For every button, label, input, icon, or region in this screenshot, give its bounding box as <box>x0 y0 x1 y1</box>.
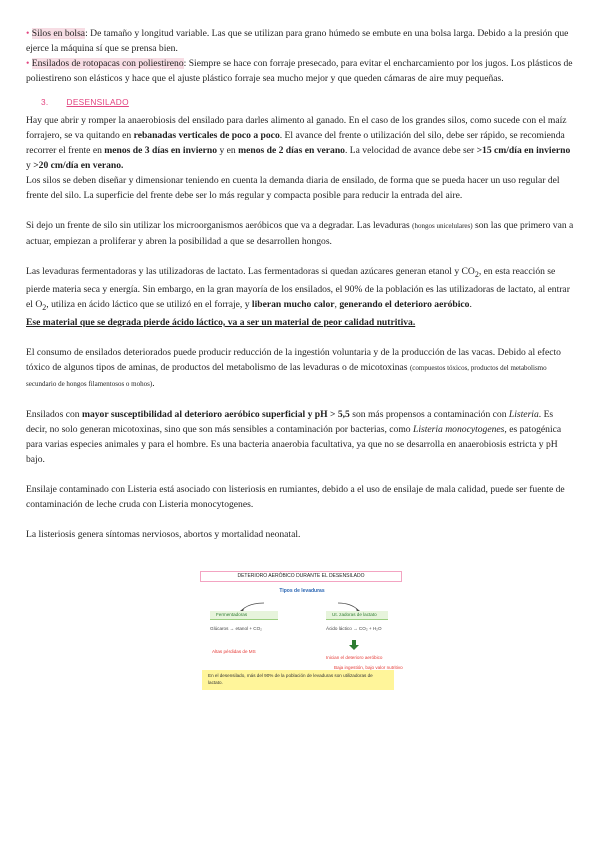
small-note: (hongos unicelulares) <box>412 222 473 230</box>
bullet-label: Ensilados de rotopacas con poliestireno <box>31 58 184 69</box>
text-run: , es patogénica para varias especies animales y para el hombre. Es una bacteria anaerobia facultativa, ya que no se desarrolla en anaerobiosis estricta y pH bajo. <box>26 423 562 465</box>
text-run: . <box>152 377 155 389</box>
italic-run: Listeria <box>508 408 539 420</box>
spacer <box>26 249 574 264</box>
text-run: Si dejo un frente de silo sin utilizar los microorganismos aeróbicos que va a degradar. Las levaduras <box>26 220 413 231</box>
bullet-rotopacas <box>26 56 574 86</box>
small-note: (compuestos tóxicos, productos del metabolismo secundario de hongos filamentosos o mohos) <box>26 363 547 388</box>
text-run: son más propensos a contaminación con <box>349 408 509 420</box>
italic-run: Listeria monocytogenes <box>413 423 505 435</box>
text-run: , en esta reacción se pierde materia seca y energía. Sin embargo, en la gran mayoría de los ensilados, el 90% de la población es las utilizadoras de lactato, al entrar el O <box>26 266 570 310</box>
paragraph-consumo <box>26 345 574 392</box>
paragraph-silo-design: Los silos se deben diseñar y dimensionar teniendo en cuenta la demanda diaria de ensilado, de forma que se pueda hacer un uso regular del frente del silo. La superficie del frente debe ser lo más regular y compacta posible para reducir la entrada del aire. <box>26 175 560 201</box>
bullet-label: Silos en bolsa <box>31 28 86 39</box>
bold-run: rebanadas verticales de poco a poco <box>133 130 280 141</box>
down-arrow-icon <box>349 645 359 650</box>
section-heading <box>41 95 574 110</box>
text-run: , utiliza en ácido láctico que se utilizó en el forraje, y <box>46 298 252 310</box>
bold-run: generando el deterioro aeróbico <box>339 298 470 310</box>
diagram-types-label: Tipos de levaduras <box>279 588 325 594</box>
section-number: 3. <box>41 97 49 107</box>
paragraph-listeriosis: La listeriosis genera síntomas nerviosos, abortos y mortalidad neonatal. <box>26 528 301 540</box>
text-run: , <box>334 298 340 310</box>
arrow-to-fermentadoras <box>242 603 264 610</box>
text-run: son las que primero van a actuar, empiezan a proliferar y abren la posibilidad a que se desarrollen hongos. <box>26 220 574 247</box>
paragraph-fermentadoras <box>26 264 574 315</box>
section-title: DESENSILADO <box>66 97 129 107</box>
text-run: Ensilados con <box>26 408 82 420</box>
spacer <box>26 512 574 527</box>
text-run: . <box>469 298 472 310</box>
text-run: y en <box>217 145 239 156</box>
bold-run: menos de 2 días en verano <box>238 145 345 156</box>
aerobic-deterioration-diagram <box>196 568 410 713</box>
label-baja-ingestion: Baja ingestión, bajo valor nutritivo <box>334 665 403 670</box>
spacer <box>26 330 574 345</box>
bold-run: >20 cm/día en verano. <box>33 160 124 171</box>
subscript: 2 <box>42 302 47 312</box>
bullet-text: : De tamaño y longitud variable. Las que se utilizan para grano húmedo se embute en una bolsa larga. Debido a la presión que ejerce la máquina sí que se prensa bien. <box>26 28 569 54</box>
spacer <box>26 467 574 482</box>
spacer <box>26 203 574 218</box>
subscript: 2 <box>474 269 479 279</box>
down-arrow-stem <box>352 640 356 645</box>
bullet-marker: • <box>26 28 30 39</box>
text-run: Las levaduras fermentadoras y las utilizadoras de lactato. Las fermentadoras si quedan azúcares generan etanol y CO <box>26 266 475 277</box>
spacer <box>26 392 574 407</box>
paragraph-listeria <box>26 407 574 467</box>
text-run: y <box>26 160 34 171</box>
bold-run: mayor susceptibilidad al deterioro aeróbico superficial y pH > 5,5 <box>81 408 350 420</box>
underlined-statement: Ese material que se degrada pierde ácido láctico, va a ser un material de peor calidad nutritiva. <box>26 316 416 328</box>
text-run: . Es decir, no solo generan micotoxinas, sino que son más sensibles a contaminación por bacterias, como <box>26 408 554 435</box>
label-perdidas-ms: Altas pérdidas de MS <box>212 649 256 654</box>
equation-fermentadoras: Glúcaros → etanol + CO₂ <box>210 626 262 631</box>
paragraph-levaduras <box>26 218 574 249</box>
text-run: Hay que abrir y romper la anaerobiosis del ensilado para darles alimento al ganado. En el caso de los grandes silos, como sucede con el maíz forrajero, se va quitando en <box>26 115 567 141</box>
bold-run: >15 cm/día en invierno <box>476 145 571 156</box>
paragraph-desensilado <box>26 113 574 173</box>
bold-run: menos de 3 días en invierno <box>104 145 218 156</box>
bullet-text: : Siempre se hace con forraje presecado, para evitar el encharcamiento por los jugos. Los plásticos de poliestireno son elásticos y hace que el ajuste plástico forraje sea mucho mejor y que queden cámaras de aire muy pequeñas. <box>26 58 573 84</box>
equation-utilizadoras: Ácido láctico → CO₂ + H₂O <box>326 626 382 631</box>
label-inician-deterioro: Inician el deterioro aeróbico <box>326 655 383 660</box>
text-run: . La velocidad de avance debe ser <box>344 145 477 156</box>
text-run: El consumo de ensilados deteriorados puede producir reducción de la ingestión voluntaria y de la producción de las vacas. Debido al efecto tóxico de algunos tipos de aminas, de productos del metabolismo de las levaduras o de micotoxinas <box>26 346 561 373</box>
bold-run: liberan mucho calor <box>251 298 335 310</box>
box-fermentadoras: Fermentadoras <box>210 611 278 620</box>
document-body <box>26 26 574 542</box>
paragraph-ensilaje-contaminado: Ensilaje contaminado con Listeria está asociado con listeriosis en rumiantes, debido a el uso de ensilaje de mala calidad, puede ser fuente de contaminación de leche cruda con Listeria monocytogenes. <box>26 483 565 510</box>
arrow-to-utilizadoras <box>338 603 358 610</box>
diagram-note: En el desensilado, más del 90% de la población de levaduras son utilizadoras de lactato. <box>202 670 394 690</box>
box-utilizadoras: Ut. zadoras de lactato <box>326 611 388 620</box>
diagram-title: DETERIORO AERÓBICO DURANTE EL DESENSILADO <box>200 571 402 582</box>
bullet-silos-en-bolsa <box>26 26 574 56</box>
bullet-marker: • <box>26 58 30 69</box>
text-run: . El avance del frente o utilización del silo, debe ser rápido, se recomienda recorrer el frente en <box>26 130 565 156</box>
